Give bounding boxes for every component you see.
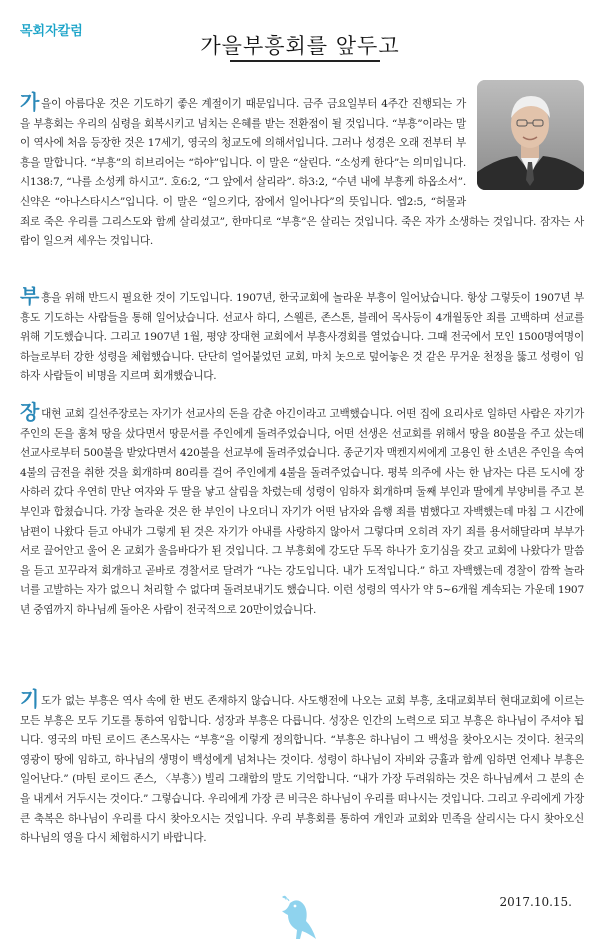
- paragraph-text: 흥을 위해 반드시 필요한 것이 기도입니다. 1907년, 한국교회에 놀라운 부흥이 일어났습니다. 항상 그렇듯이 1907년 부흥도 기도하는 사람들을 통해 일어났습니다. 선교사 하디, 스웰른, 존스톤, 블레어 목사등이 4개월동안 죄를 고백하며 선교를 위해 기도했습니다. 그리고 1907년 1월, 평양 장대현 교회에서 부흥사경회를 열었습니다. 그때 전국에서 모인 1500명여명이 하늘로부터 강한 성령을 체험했습니다. 단단히 얼어붙었던 교회, 마치 놋으로 덮어놓은 것 같은 무거운 천정을 뚫고 성령이 임하자 사람들이 비명을 지르며 회개했습니다.: [20, 292, 584, 383]
- drop-cap: 기: [20, 687, 40, 711]
- paragraph-text: 을이 아름다운 것은 기도하기 좋은 계절이기 때문입니다. 금주 금요일부터 4주간 진행되는 가을 부흥회는 우리의 심령을 회복시키고 넘치는 은혜를 받는 전환점이 될 것입니다. “부흥”이라는 말이 역사에 처음 등장한 것은 17세기, 영국의 청교도에 의해서입니다. 그러나 성경은 오래 전부터 부흥을 말합니다. “부흥”의 히브리어는 “하야”입니다. 이 말은 “살린다. “소성케 한다”는 의미입니다. 시138:7, “나를 소성케 하시고”. 호6:2, “그 앞에서 살리라”. 하3:2, “수년 내에 부흥케 하옵소서”. 신약은 “아나스타시스”입니다. 이 말은 “일으키다, 잠에서 일어나다”의 뜻입니다. 엡2:5, “허물과 죄로 죽은 우리를 그리스도와 함께 살리셨고”, 한마디로 “부흥”은 살리는 것입니다. 죽은 자가 소생하는 것입니다. 잠자는 사람이 일으켜 세우는 것입니다.: [20, 98, 584, 248]
- paragraph-1: [20, 90, 584, 252]
- drop-cap: 부: [20, 284, 40, 308]
- title-underline: [230, 60, 380, 62]
- paragraph-3: [20, 400, 584, 621]
- drop-cap: 가: [20, 90, 40, 114]
- drop-cap: 장: [20, 400, 40, 424]
- page-title: 가을부흥회를 앞두고: [200, 34, 400, 58]
- paragraph-text: 대현 교회 길선주장로는 자기가 선교사의 돈을 감춘 아긴이라고 고백했습니다. 어떤 집에 요리사로 일하던 사람은 자기가 주인의 돈을 훔쳐 땅을 샀다면서 땅문서를 주인에게 돌려주었습니다, 어떤 선생은 선교회를 위해서 땅을 80불을 주고 샀는데 선교사로부터 500불을 받았다면서 420불을 선교부에 돌려주었습니다. 종군기자 맥켄지씨에게 고용인 한 소년은 주인을 속여 4불의 금전을 취한 것을 회개하며 80리를 걸어 주인에게 4불을 돌려주었습니다. 평북 의주에 사는 한 남자는 다른 도시에 장사하러 갔다 우연히 만난 여자와 두 딸을 낳고 살림을 차렸는데 성령이 임하자 회개하며 둘째 부인과 딸에게 부양비를 주고 본부인과 합쳤습니다. 가장 놀라운 것은 한 부인이 나오더니 자기가 어떤 남자와 음행 죄를 범했다고 자백했는데 마침 그 시간에 남편이 나왔다 듣고 아내가 그렇게 된 것은 자기가 아내를 사랑하지 않아서 그렇다며 오히려 자기 죄를 용서해달라며 부부가 서로 끌어안고 울어 온 교회가 울음바다가 된 것입니다. 그 부흥회에 강도단 두목 하나가 호기심을 갖고 교회에 나왔다가 말씀을 듣고 꼬꾸라져 회개하고 곧바로 경찰서로 달려가 “나는 강도입니다. 내가 도적입니다.” 하고 자백했는데 경찰이 깜짝 놀라 너를 고발하는 자가 없으니 처리할 수 없다며 돌려보내기도 했습니다. 이런 성령의 역사가 약 5~6개월 계속되는 가운데 1907년 중엽까지 하나님께 돌아온 사람이 전국적으로 20만이었습니다.: [20, 408, 584, 616]
- paragraph-2: [20, 284, 584, 387]
- paragraph-text: 도가 없는 부흥은 역사 속에 한 번도 존재하지 않습니다. 사도행전에 나오는 교회 부흥, 초대교회부터 현대교회에 이르는 모든 부흥은 모두 기도를 통하여 임합니다. 성장과 부흥은 다릅니다. 성장은 인간의 노력으로 되고 부흥은 하나님이 주셔야 됩니다. 영국의 마틴 로이드 존스목사는 “부흥”을 이렇게 정의합니다. “부흥은 하나님이 그 백성을 찾아오시는 것이다. 천국의 영광이 땅에 임하고, 하나님의 생명이 백성에게 넘쳐나는 것이다. 성령이 하나님이 자비와 긍휼과 함께 임하면 언제나 부흥은 일어난다.” (마틴 로이드 존스, 〈부흥〉) 빌리 그래함의 말도 기억합니다. “내가 가장 두려워하는 것은 하나님께서 그 분의 손을 내게서 거두시는 것이다.” 그렇습니다. 우리에게 가장 큰 비극은 하나님이 우리를 떠나시는 것입니다. 그리고 우리에게 가장 큰 축복은 하나님이 우리를 다시 찾아오시는 것입니다. 우리 부흥회를 통하여 개인과 교회와 민족을 살리시는 다시 찾아오신 하나님의 영을 다시 체험하시기 바랍니다.: [20, 695, 584, 845]
- column-label: 목회자칼럼: [20, 24, 83, 39]
- photo-spacer: [466, 93, 584, 193]
- paragraph-4: [20, 687, 584, 849]
- bird-icon: [276, 893, 322, 943]
- date-label: 2017.10.15.: [499, 895, 572, 909]
